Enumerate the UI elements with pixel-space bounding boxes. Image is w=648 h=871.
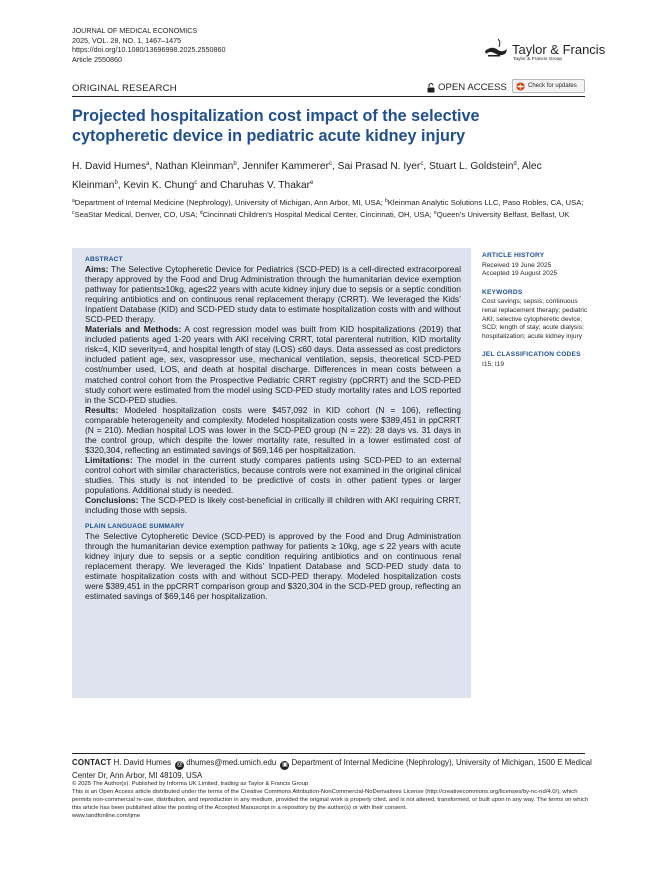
article-type: ORIGINAL RESEARCH	[72, 83, 177, 94]
publisher-lamp-icon	[482, 37, 510, 63]
abstract-results: Results: Modeled hospitalization costs were $457,092 in KID cohort (N = 106), reflecting comparable heterogeneity and complexity. Modeled hospitalization costs were $389,451 in ppCRRT (N = 210). Median hospital LOS was lower in the SCD-PED group (N = 22): 28 days vs. 31 days in the control group, which despite the lower mortality rate, resulted in a lower estimated cost of $320,304, reflecting an estimated savings of $69,146 per hospitalization.	[85, 404, 461, 455]
license-text: This is an Open Access article distributed under the terms of the Creative Commons Attribution-NonCommercial-NoDerivatives License (http://creativecommons.org/licenses/by-nc-nd/4.0/), which permits non-commercial re-use, distribution, and reproduction in any medium, provided the original work is properly cited, and is not altered, transformed, or built upon in any way. The terms on which this article has been published allow the posting of the Accepted Manuscript in a repository by the author(s) or with their consent.	[72, 789, 589, 812]
copyright-notice	[72, 780, 592, 820]
jel-heading: JEL CLASSIFICATION CODES	[482, 351, 581, 359]
abstract-limitations: Limitations: The model in the current study compares patients using SCD-PED to an external control cohort with similar characteristics, because controls were not examined in the original clinical studies. This study is not intended to be predictive of costs in other patient types or larger populations. Additional study is needed.	[85, 454, 461, 496]
article-history-heading: ARTICLE HISTORY	[482, 252, 545, 259]
volume-line: 2025, VOL. 28, NO. 1, 1467–1475	[72, 35, 182, 45]
plain-language-text: The Selective Cytopheretic Device (SCD-PED) is approved by the Food and Drug Administration through the humanitarian device exemption pathway for patients ≥ 10kg, age ≤ 22 years with acute kidney injury due to sepsis or a septic condition requiring antibiotics and on continuous renal replacement therapy. We leveraged the Kids’ Inpatient Database and SCD-PED study data to estimate hospitalization costs with and without SCD-PED therapy. Modeled hospitalization costs were $389,451 in the ppCRRT comparison group and $320,304 in the SCD-PED group, reflecting an estimated savings of $69,146 per hospitalization.	[85, 531, 461, 602]
open-access-label: OPEN ACCESS	[438, 82, 507, 93]
journal-name: JOURNAL OF MEDICAL ECONOMICS	[72, 26, 198, 35]
copyright-line: © 2025 The Author(s). Published by Informa UK Limited, trading as Taylor & Francis Group	[72, 781, 309, 787]
author-1[interactable]: H. David Humes$^a$	[72, 161, 150, 172]
plain-language-heading: PLAIN LANGUAGE SUMMARY	[85, 523, 185, 531]
author-6[interactable]: Alec Kleinman$^b$	[72, 161, 542, 191]
author-8[interactable]: Charuhas V. Thakar$^e$	[219, 180, 314, 191]
open-lock-icon	[427, 83, 435, 93]
author-3[interactable]: Jennifer Kammerer$^c$	[242, 161, 332, 172]
author-2[interactable]: Nathan Kleinman$^b$	[155, 161, 237, 172]
abstract-methods: Materials and Methods: A cost regression model was built from KID hospitalizations (2019) that included patients aged 1-20 years with AKI receiving CRRT, total parenteral nutrition, KID mortality risk=4, KID severity=4, and hospital length of stay (LOS) ≤60 days. Data assessed as cost predictors included patient age, sex, vasopressor use, mechanical ventilation, sepsis, theoretical SCD-PED cost/number used, LOS, and death at hospital discharge. Differences in mean costs between a matched control cohort from the Prospective Pediatric CRRT registry (ppCRRT) and the SCD-PED study cohort were estimated from the model using SCD-PED study mortality rates and LOS reported in the SCD-PED studies.	[85, 324, 461, 405]
crossmark-icon	[516, 82, 525, 91]
contact-name: H. David Humes	[113, 758, 172, 767]
accepted-date: Accepted 19 August 2025	[482, 270, 558, 278]
author-5[interactable]: Stuart L. Goldstein$^d$	[429, 161, 517, 172]
abstract-heading: ABSTRACT	[85, 256, 123, 263]
open-access-badge	[427, 82, 507, 93]
author-list: H. David Humes$^a$, Nathan Kleinman$^b$, Jennifer Kammerer$^c$, Sai Prasad N. Iyer$^c$, Stuart L. Goldstein$^d$, Alec Kleinman$^b$, Kevin K. Chung$^c$ and Charuhas V. Thakar$^e$	[72, 161, 542, 191]
keywords-list: Cost savings; sepsis; continuous renal replacement therapy; pediatric AKI; selective cytopheretic device; SCD; length of stay; acute dialysis; hospitalization; acute kidney injury	[482, 298, 588, 340]
address-icon: ▣	[282, 762, 288, 768]
publisher-name: Taylor & Francis	[512, 42, 606, 57]
article-title: Projected hospitalization cost impact of the selective cytopheretic device in pediatric acute kidney injury	[72, 107, 480, 145]
jel-codes: I15; I19	[482, 360, 504, 368]
header-divider	[72, 96, 585, 97]
email-icon: @	[176, 762, 183, 768]
author-7[interactable]: Kevin K. Chung$^c$	[123, 180, 198, 191]
article-sidebar	[482, 252, 592, 380]
affiliations: $^a$Department of Internal Medicine (Nephrology), University of Michigan, Ann Arbor, MI, USA; $^b$Kleinman Analytic Solutions LLC, Paso Robles, CA, USA; $^c$SeaStar Medical, Denver, CO, USA; $^d$Cincinnati Children’s Hospital Medical Center, Cincinnati, OH, USA; $^e$Queen’s University Belfast, Belfast, UK	[72, 198, 584, 220]
abstract-conclusions: Conclusions: The SCD-PED is likely cost-beneficial in critically ill children with AKI requiring CRRT, including those with sepsis.	[85, 495, 461, 516]
contact-info	[72, 757, 592, 781]
author-4[interactable]: Sai Prasad N. Iyer$^c$	[337, 161, 424, 172]
received-date: Received 19 June 2025	[482, 261, 552, 269]
contact-email[interactable]: dhumes@med.umich.edu	[186, 758, 277, 767]
doi-link[interactable]: https://doi.org/10.1080/13696998.2025.2550860	[72, 45, 226, 55]
abstract-aims: Aims: The Selective Cytopheretic Device for Pediatrics (SCD-PED) is a cell-directed extracorporeal therapy approved by the Food and Drug Administration through the humanitarian device exemption pathway for patients≥10kg, age≤22 years with acute kidney injury due to sepsis or a septic condition requiring antibiotics and on continuous renal replacement therapy (CRRT). We leveraged the Kids’ Inpatient Database (KID) and SCD-PED study data to estimate hospitalization costs with and without SCD-PED therapy.	[85, 264, 461, 325]
abstract-box	[72, 248, 471, 698]
footer-divider	[72, 753, 585, 754]
contact-address: Department of Internal Medicine (Nephrology), University of Michigan, 1500 E Medical Center Dr, Ann Arbor, MI 48109, USA	[72, 758, 592, 780]
contact-label: CONTACT	[72, 758, 112, 767]
publisher-logo[interactable]	[482, 37, 606, 65]
journal-info	[72, 26, 372, 64]
check-updates-label: Check for updates	[528, 83, 577, 89]
keywords-heading: KEYWORDS	[482, 288, 523, 296]
publisher-tagline: Taylor & Francis Group	[513, 57, 563, 62]
check-updates-button[interactable]	[512, 79, 585, 93]
journal-website[interactable]: www.tandfonline.com/ijme	[72, 813, 141, 820]
article-number: Article 2550860	[72, 54, 122, 64]
